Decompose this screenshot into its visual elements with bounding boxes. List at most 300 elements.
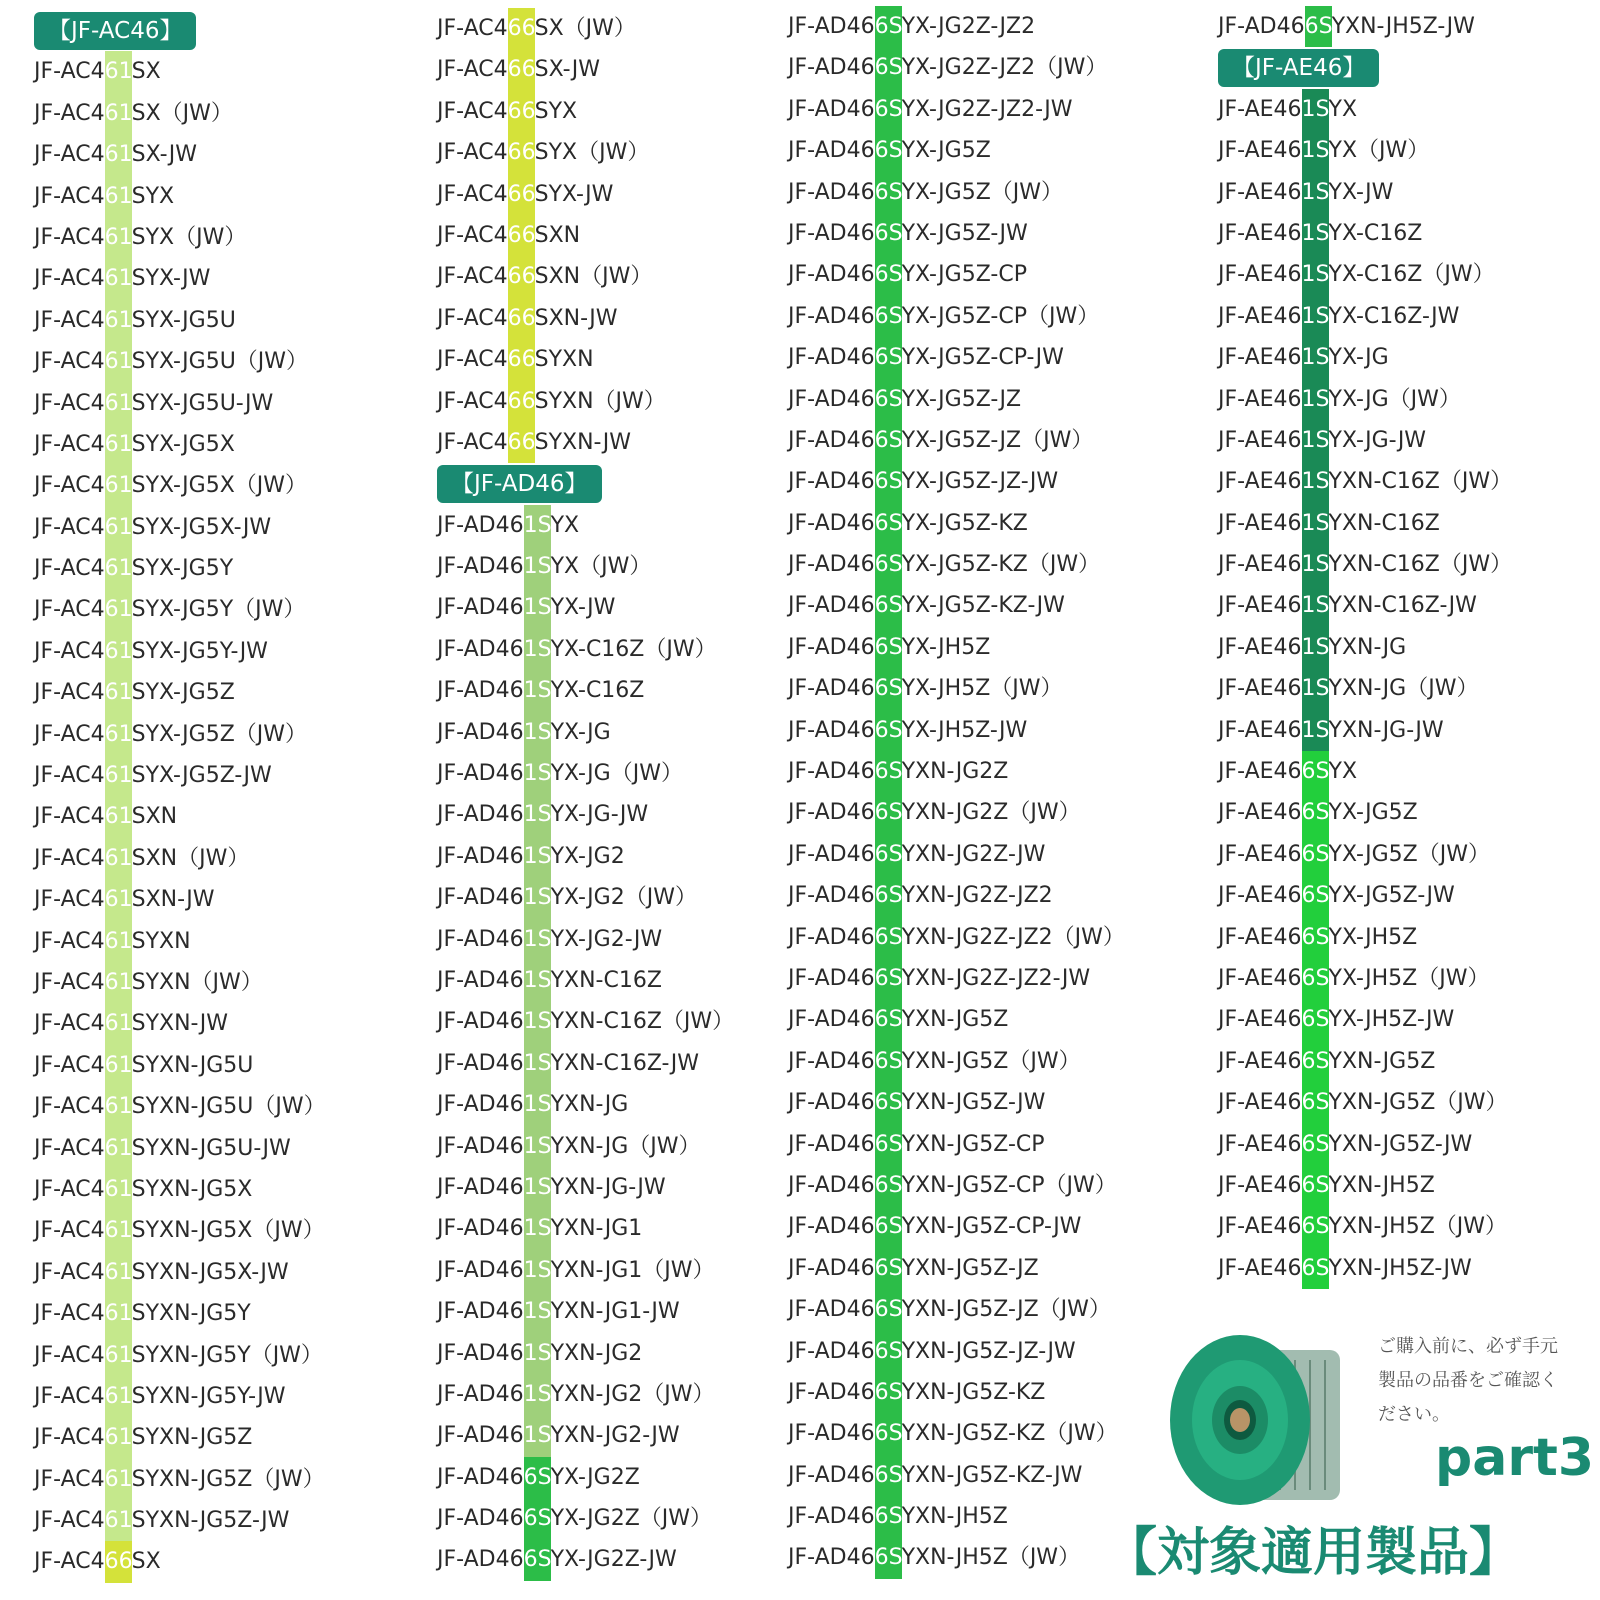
model-number-row: [788, 172, 1125, 213]
model-highlight: 1S: [524, 629, 551, 670]
model-highlight: 6S: [875, 875, 902, 916]
model-suffix: YXN-C16Z: [1328, 510, 1440, 536]
model-prefix: JF-AC4: [34, 1549, 105, 1575]
model-prefix: JF-AC4: [34, 307, 105, 333]
model-suffix: SYXN-JG5Z（JW）: [131, 1466, 325, 1492]
model-highlight: 1S: [1302, 213, 1329, 254]
model-number-row: [34, 921, 326, 962]
model-highlight: 6S: [1302, 999, 1329, 1040]
model-number-row: [1218, 254, 1512, 295]
model-highlight: 1S: [1302, 461, 1329, 502]
model-highlight: 61: [105, 465, 132, 506]
model-number-row: [788, 89, 1125, 130]
model-number-row: [34, 879, 326, 920]
model-number-row: [437, 339, 734, 380]
model-prefix: JF-AE46: [1218, 386, 1302, 412]
model-suffix: SXN-JW: [534, 305, 618, 331]
model-number-row: [788, 254, 1125, 295]
model-prefix: JF-AE46: [1218, 552, 1302, 578]
model-highlight: 66: [508, 174, 535, 215]
model-suffix: YXN-C16Z-JW: [550, 1050, 699, 1076]
model-number-row: [788, 1372, 1125, 1413]
model-highlight: 6S: [1302, 1165, 1329, 1206]
model-highlight: 1S: [524, 1208, 551, 1249]
model-highlight: 61: [105, 1210, 132, 1251]
model-prefix: JF-AC4: [34, 928, 105, 954]
model-suffix: YX（JW）: [550, 554, 652, 580]
model-highlight: 6S: [875, 1041, 902, 1082]
column-3: [788, 6, 1125, 1579]
model-prefix: JF-AD46: [437, 802, 524, 828]
model-suffix: SYXN-JG5U（JW）: [131, 1094, 326, 1120]
model-suffix: SXN-JW: [131, 887, 215, 913]
model-suffix: YX-JG5Z-JW: [901, 220, 1028, 246]
model-number-row: [1218, 213, 1512, 254]
model-highlight: 6S: [1302, 958, 1329, 999]
model-highlight: 1S: [1302, 668, 1329, 709]
model-suffix: SYXN: [131, 928, 191, 954]
model-highlight: 61: [105, 176, 132, 217]
model-number-row: [437, 8, 734, 49]
series-tag: [437, 463, 734, 504]
series-tag-label: 【JF-AD46】: [437, 465, 602, 503]
model-highlight: 6S: [875, 1206, 902, 1247]
model-prefix: JF-AE46: [1218, 965, 1302, 991]
model-number-row: [437, 877, 734, 918]
model-prefix: JF-AD46: [788, 924, 875, 950]
model-highlight: 6S: [875, 6, 902, 47]
model-number-row: [34, 1086, 326, 1127]
model-suffix: YXN-JG: [1328, 634, 1407, 660]
model-highlight: 1S: [1302, 379, 1329, 420]
model-highlight: 1S: [1302, 503, 1329, 544]
model-prefix: JF-AD46: [437, 1092, 524, 1118]
model-highlight: 61: [105, 93, 132, 134]
model-suffix: YXN-JG2Z-JZ2-JW: [901, 965, 1091, 991]
model-number-row: [1218, 1206, 1512, 1247]
model-suffix: SYXN: [534, 347, 594, 373]
model-suffix: YXN-JG2-JW: [550, 1423, 680, 1449]
model-number-row: [34, 1169, 326, 1210]
model-prefix: JF-AD46: [788, 1545, 875, 1571]
model-suffix: YXN-JG1-JW: [550, 1299, 680, 1325]
model-suffix: SYXN-JG5Z: [131, 1425, 253, 1451]
series-tag-label: 【JF-AC46】: [34, 12, 196, 50]
model-highlight: 1S: [524, 836, 551, 877]
model-prefix: JF-AC4: [34, 183, 105, 209]
model-number-row: [788, 627, 1125, 668]
model-highlight: 6S: [875, 834, 902, 875]
model-suffix: SYXN-JG5X: [131, 1176, 253, 1202]
model-suffix: YX-JG2Z: [550, 1464, 640, 1490]
model-prefix: JF-AC4: [437, 347, 508, 373]
model-number-row: [788, 1289, 1125, 1330]
model-number-row: [34, 589, 326, 630]
model-highlight: 6S: [1302, 1206, 1329, 1247]
model-number-row: [788, 1455, 1125, 1496]
model-suffix: SYX: [534, 98, 578, 124]
model-highlight: 6S: [875, 503, 902, 544]
model-highlight: 6S: [875, 130, 902, 171]
model-suffix: YXN-JG5Z（JW）: [901, 1048, 1081, 1074]
model-prefix: JF-AD46: [437, 678, 524, 704]
model-prefix: JF-AD46: [437, 1423, 524, 1449]
model-highlight: 6S: [875, 213, 902, 254]
model-prefix: JF-AE46: [1218, 96, 1302, 122]
model-number-row: [34, 465, 326, 506]
model-highlight: 61: [105, 631, 132, 672]
model-prefix: JF-AC4: [437, 222, 508, 248]
model-prefix: JF-AD46: [788, 179, 875, 205]
model-suffix: YXN-JG5Z-CP-JW: [901, 1214, 1082, 1240]
model-number-row: [34, 672, 326, 713]
model-number-row: [437, 960, 734, 1001]
model-highlight: 1S: [524, 1001, 551, 1042]
model-suffix: YXN-JG5Z-JZ-JW: [901, 1338, 1076, 1364]
model-prefix: JF-AD46: [437, 1547, 524, 1573]
model-number-row: [437, 670, 734, 711]
model-number-row: [788, 875, 1125, 916]
model-number-row: [34, 258, 326, 299]
model-suffix: SYXN-JW: [131, 1011, 228, 1037]
model-suffix: SYX: [131, 183, 175, 209]
model-suffix: YXN-C16Z（JW）: [550, 1009, 735, 1035]
model-number-row: [788, 503, 1125, 544]
model-prefix: JF-AE46: [1218, 634, 1302, 660]
model-prefix: JF-AD46: [437, 512, 524, 538]
model-prefix: JF-AD46: [788, 841, 875, 867]
model-highlight: 6S: [1302, 834, 1329, 875]
model-highlight: 61: [105, 879, 132, 920]
model-number-row: [788, 420, 1125, 461]
model-number-row: [437, 712, 734, 753]
model-prefix: JF-AC4: [34, 1425, 105, 1451]
model-number-row: [437, 1043, 734, 1084]
model-highlight: 1S: [524, 505, 551, 546]
model-highlight: 61: [105, 714, 132, 755]
model-prefix: JF-AC4: [34, 1218, 105, 1244]
model-prefix: JF-AD46: [437, 1216, 524, 1242]
model-prefix: JF-AC4: [34, 1508, 105, 1534]
model-suffix: YX-JG5Z: [901, 138, 991, 164]
model-prefix: JF-AC4: [34, 1466, 105, 1492]
model-number-row: [437, 1333, 734, 1374]
model-number-row: [34, 838, 326, 879]
model-number-row: [788, 47, 1125, 88]
model-suffix: YX-JH5Z: [1328, 924, 1418, 950]
model-prefix: JF-AE46: [1218, 1090, 1302, 1116]
model-highlight: 61: [105, 1128, 132, 1169]
model-prefix: JF-AC4: [34, 1011, 105, 1037]
model-suffix: YXN-JG5Z-CP: [901, 1131, 1045, 1157]
model-number-row: [788, 337, 1125, 378]
model-number-row: [437, 1167, 734, 1208]
model-prefix: JF-AD46: [788, 303, 875, 329]
model-number-row: [788, 461, 1125, 502]
model-suffix: SYXN-JG5U-JW: [131, 1135, 291, 1161]
model-prefix: JF-AE46: [1218, 1048, 1302, 1074]
model-prefix: JF-AC4: [34, 804, 105, 830]
model-suffix: YX-JG5Z-JZ-JW: [901, 469, 1059, 495]
model-suffix: YX-JG: [1328, 345, 1389, 371]
model-prefix: JF-AD46: [788, 1131, 875, 1157]
model-highlight: 6S: [875, 1331, 902, 1372]
model-highlight: 1S: [524, 794, 551, 835]
model-highlight: 1S: [1302, 296, 1329, 337]
model-highlight: 66: [508, 215, 535, 256]
model-suffix: SYXN-JG5Y-JW: [131, 1383, 286, 1409]
model-prefix: JF-AD46: [788, 552, 875, 578]
model-prefix: JF-AD46: [788, 1255, 875, 1281]
model-number-row: [437, 1126, 734, 1167]
model-prefix: JF-AC4: [34, 349, 105, 375]
model-prefix: JF-AE46: [1218, 841, 1302, 867]
model-number-row: [788, 1124, 1125, 1165]
model-highlight: 1S: [524, 960, 551, 1001]
model-prefix: JF-AE46: [1218, 1214, 1302, 1240]
model-number-row: [437, 49, 734, 90]
model-suffix: SYX-JG5Z（JW）: [131, 721, 308, 747]
model-number-row: [34, 631, 326, 672]
model-number-row: [437, 1084, 734, 1125]
model-number-row: [34, 1003, 326, 1044]
model-prefix: JF-AC4: [34, 59, 105, 85]
model-suffix: YXN-JG2Z（JW）: [901, 800, 1081, 826]
model-highlight: 61: [105, 962, 132, 1003]
model-number-row: [437, 919, 734, 960]
model-suffix: YX-C16Z（JW）: [1328, 262, 1495, 288]
model-prefix: JF-AC4: [34, 224, 105, 250]
model-suffix: SX（JW）: [131, 100, 233, 126]
series-tag: [34, 10, 326, 51]
model-prefix: JF-AD46: [437, 1340, 524, 1366]
model-prefix: JF-AC4: [34, 390, 105, 416]
model-suffix: YX-JG（JW）: [550, 761, 683, 787]
model-suffix: YX-JH5Z-JW: [1328, 1007, 1455, 1033]
model-highlight: 6S: [875, 420, 902, 461]
model-prefix: JF-AD46: [437, 636, 524, 662]
model-number-row: [1218, 585, 1512, 626]
model-number-row: [788, 130, 1125, 171]
model-highlight: 61: [105, 217, 132, 258]
model-number-row: [1218, 668, 1512, 709]
model-suffix: SYX-JG5X: [131, 431, 235, 457]
model-highlight: 1S: [1302, 130, 1329, 171]
model-prefix: JF-AD46: [788, 634, 875, 660]
model-suffix: YX-JW: [550, 595, 616, 621]
model-suffix: SYX-JW: [131, 266, 211, 292]
model-prefix: JF-AD46: [437, 719, 524, 745]
model-suffix: YXN-JG1: [550, 1216, 643, 1242]
model-highlight: 61: [105, 1252, 132, 1293]
model-suffix: YXN-JG5Z-KZ-JW: [901, 1462, 1083, 1488]
model-suffix: YX-JG2Z-JZ2: [901, 14, 1036, 39]
model-highlight: 1S: [524, 546, 551, 587]
column-2: [437, 8, 734, 1581]
model-suffix: YX-JG-JW: [1328, 427, 1427, 453]
model-prefix: JF-AC4: [34, 763, 105, 789]
model-number-row: [788, 585, 1125, 626]
model-prefix: JF-AC4: [34, 431, 105, 457]
model-prefix: JF-AD46: [788, 345, 875, 371]
model-suffix: SXN（JW）: [131, 845, 250, 871]
model-highlight: 66: [508, 381, 535, 422]
model-number-row: [1218, 875, 1512, 916]
model-highlight: 61: [105, 51, 132, 92]
model-suffix: YXN-JG-JW: [1328, 717, 1444, 743]
model-prefix: JF-AC4: [34, 1176, 105, 1202]
model-highlight: 6S: [1302, 1041, 1329, 1082]
model-suffix: YX-JG5Z-JZ（JW）: [901, 427, 1094, 453]
model-number-row: [34, 1500, 326, 1541]
model-highlight: 6S: [875, 47, 902, 88]
model-suffix: YXN-JG（JW）: [550, 1133, 701, 1159]
model-prefix: JF-AE46: [1218, 1172, 1302, 1198]
model-prefix: JF-AD46: [788, 1090, 875, 1116]
model-suffix: YXN-JG-JW: [550, 1174, 666, 1200]
model-highlight: 61: [105, 134, 132, 175]
model-prefix: JF-AC4: [34, 1135, 105, 1161]
model-highlight: 1S: [524, 753, 551, 794]
model-highlight: 6S: [1302, 917, 1329, 958]
series-tag-label: 【JF-AE46】: [1218, 49, 1379, 87]
model-highlight: 1S: [1302, 627, 1329, 668]
model-suffix: SYXN-JW: [534, 429, 631, 455]
model-highlight: 6S: [875, 172, 902, 213]
model-suffix: YXN-C16Z: [550, 967, 662, 993]
model-highlight: 1S: [524, 1374, 551, 1415]
model-highlight: 66: [508, 49, 535, 90]
note-line-3: ださい。: [1378, 1404, 1450, 1425]
model-highlight: 61: [105, 755, 132, 796]
note-line-2: 製品の品番をご確認く: [1378, 1370, 1558, 1391]
model-number-row: [437, 1250, 734, 1291]
model-prefix: JF-AD46: [788, 1379, 875, 1405]
model-prefix: JF-AC4: [34, 721, 105, 747]
model-number-row: [437, 1498, 734, 1539]
model-highlight: 66: [508, 256, 535, 297]
model-suffix: YX-JG2-JW: [550, 926, 663, 952]
model-number-row: [437, 1539, 734, 1580]
model-prefix: JF-AC4: [34, 100, 105, 126]
model-suffix: SXN（JW）: [534, 264, 653, 290]
model-suffix: YXN-JG2Z-JZ2: [901, 883, 1053, 909]
model-suffix: YX-JG5Z-CP-JW: [901, 345, 1064, 371]
model-number-row: [437, 132, 734, 173]
model-suffix: SYX（JW）: [534, 140, 650, 166]
model-highlight: 6S: [875, 337, 902, 378]
model-highlight: 61: [105, 1417, 132, 1458]
footer-title: 【対象適用製品】: [1105, 1523, 1522, 1583]
model-suffix: YX-JG2: [550, 843, 625, 869]
model-number-row: [788, 999, 1125, 1040]
model-prefix: JF-AD46: [788, 1172, 875, 1198]
model-suffix: YXN-JH5Z-JW: [1328, 1255, 1472, 1281]
model-suffix: YXN-JG5Z: [901, 1007, 1009, 1033]
model-prefix: JF-AD46: [437, 926, 524, 952]
model-number-row: [788, 1537, 1125, 1578]
model-number-row: [1218, 1041, 1512, 1082]
model-highlight: 6S: [524, 1457, 551, 1498]
model-highlight: 1S: [1302, 420, 1329, 461]
model-number-row: [34, 1417, 326, 1458]
model-highlight: 1S: [524, 1415, 551, 1456]
model-highlight: 6S: [875, 544, 902, 585]
model-prefix: JF-AE46: [1218, 717, 1302, 743]
model-highlight: 6S: [875, 999, 902, 1040]
model-number-row: [1218, 296, 1512, 337]
model-number-row: [788, 379, 1125, 420]
model-number-row: [1218, 1165, 1512, 1206]
model-highlight: 61: [105, 1459, 132, 1500]
model-prefix: JF-AD46: [437, 1506, 524, 1532]
model-number-row: [788, 710, 1125, 751]
model-prefix: JF-AE46: [1218, 220, 1302, 246]
model-highlight: 1S: [524, 1250, 551, 1291]
model-highlight: 6S: [875, 89, 902, 130]
model-suffix: YXN-C16Z（JW）: [1328, 552, 1513, 578]
model-number-row: [788, 1041, 1125, 1082]
model-suffix: SXN: [534, 222, 581, 248]
model-suffix: SYXN-JG5Y（JW）: [131, 1342, 323, 1368]
model-number-row: [34, 1541, 326, 1582]
model-suffix: SX: [131, 1549, 161, 1575]
model-number-row: [34, 93, 326, 134]
model-highlight: 6S: [875, 1496, 902, 1537]
column-1: [34, 10, 326, 1583]
model-highlight: 6S: [875, 1124, 902, 1165]
model-prefix: JF-AC4: [34, 1383, 105, 1409]
model-prefix: JF-AE46: [1218, 924, 1302, 950]
model-prefix: JF-AE46: [1218, 179, 1302, 205]
model-number-row: [1218, 1082, 1512, 1123]
model-suffix: YXN-JG5Z-JW: [901, 1090, 1046, 1116]
model-suffix: SYXN-JG5Y: [131, 1301, 251, 1327]
model-prefix: JF-AD46: [788, 427, 875, 453]
model-number-row: [34, 1252, 326, 1293]
model-prefix: JF-AE46: [1218, 1007, 1302, 1033]
model-highlight: 6S: [875, 461, 902, 502]
model-suffix: SYX-JG5U: [131, 307, 236, 333]
model-number-row: [34, 1210, 326, 1251]
model-highlight: 61: [105, 1335, 132, 1376]
model-prefix: JF-AC4: [437, 264, 508, 290]
model-prefix: JF-AD46: [788, 1048, 875, 1074]
model-prefix: JF-AE46: [1218, 1131, 1302, 1157]
model-prefix: JF-AD46: [788, 469, 875, 495]
model-suffix: SYXN-JG5X-JW: [131, 1259, 289, 1285]
model-suffix: YXN-JG2Z: [901, 759, 1009, 785]
model-number-row: [788, 296, 1125, 337]
model-number-row: [1218, 834, 1512, 875]
model-prefix: JF-AC4: [34, 845, 105, 871]
model-number-row: [437, 629, 734, 670]
model-suffix: YX-JG5Z（JW）: [901, 179, 1064, 205]
model-prefix: JF-AD46: [788, 717, 875, 743]
model-highlight: 6S: [1305, 6, 1332, 47]
model-prefix: JF-AD46: [437, 1133, 524, 1159]
model-highlight: 61: [105, 672, 132, 713]
model-number-row: [788, 1248, 1125, 1289]
model-prefix: JF-AD46: [788, 759, 875, 785]
model-prefix: JF-AD46: [437, 967, 524, 993]
model-highlight: 6S: [875, 585, 902, 626]
model-suffix: SYX-JG5X（JW）: [131, 473, 308, 499]
model-highlight: 61: [105, 1169, 132, 1210]
model-suffix: SYXN（JW）: [534, 388, 666, 414]
model-number-row: [34, 548, 326, 589]
model-suffix: YX-JG5Z: [1328, 800, 1418, 826]
